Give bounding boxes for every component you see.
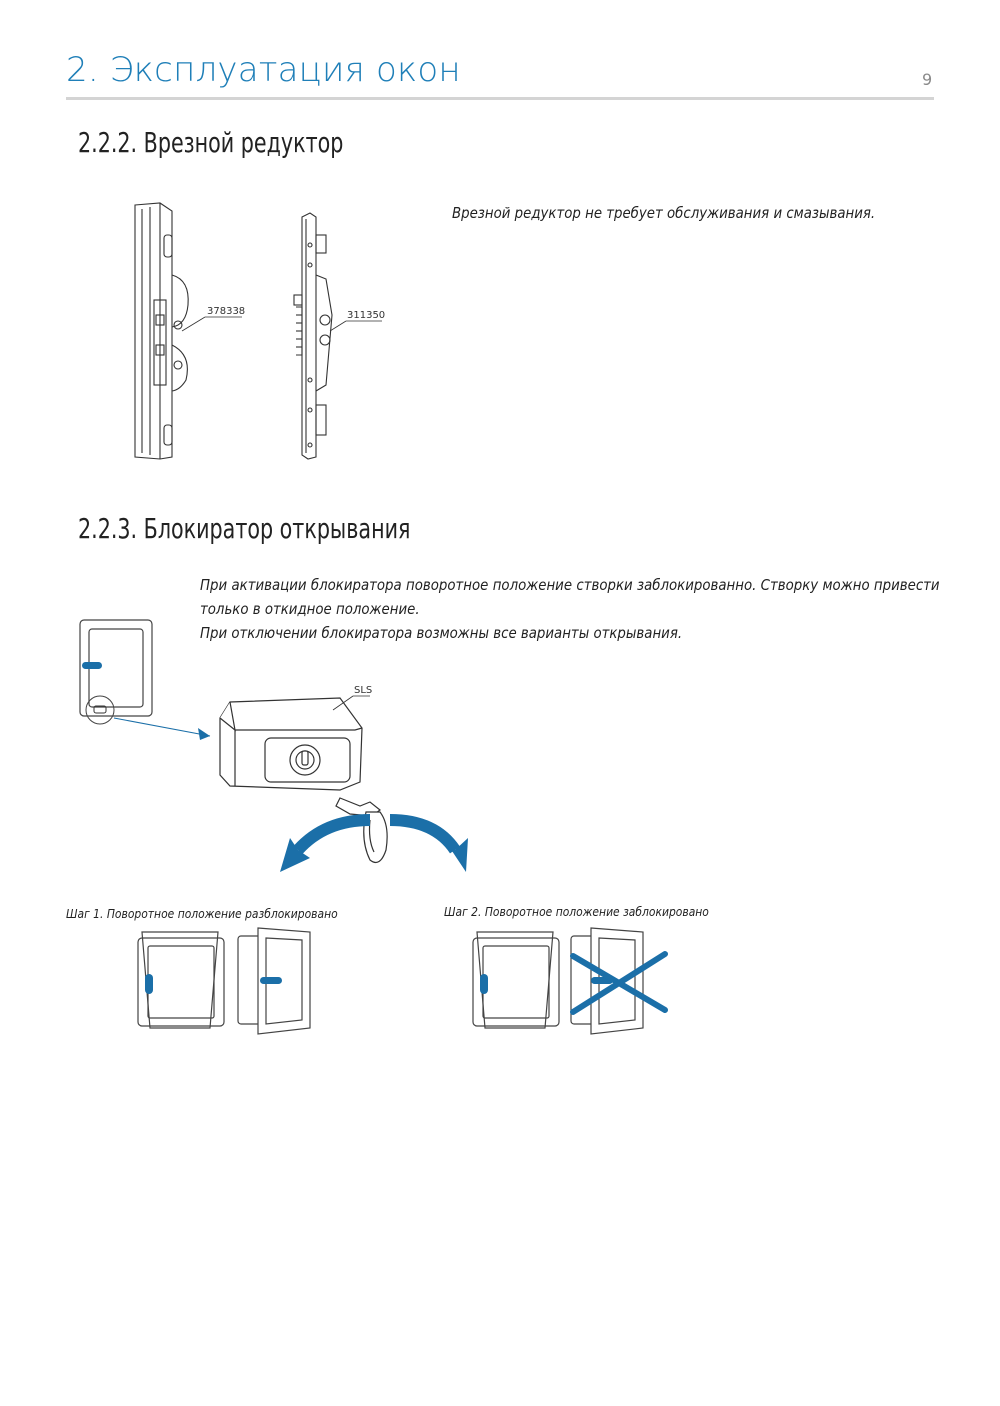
page-number: 9 bbox=[922, 70, 933, 89]
part-label-378338: 378338 bbox=[207, 306, 246, 317]
zoom-circle bbox=[86, 696, 114, 724]
step-2-illustration bbox=[465, 922, 675, 1040]
device-label-sls: SLS bbox=[354, 685, 373, 696]
key-icon bbox=[336, 798, 387, 862]
gear-drawing bbox=[120, 195, 400, 470]
blocker-paragraph-1: При активации блокиратора поворотное положение створки заблокированно. Створку можно привести только в откидное положение. bbox=[200, 576, 940, 618]
gear-profile-drawing bbox=[135, 203, 188, 459]
gear-description: Врезной редуктор не требует обслуживания и смазывания. bbox=[452, 204, 876, 222]
step-2-caption: Шаг 2. Поворотное положение заблокировано bbox=[444, 904, 709, 919]
header-rule bbox=[66, 97, 934, 100]
blocker-drawing bbox=[70, 610, 490, 880]
step-1-illustration bbox=[130, 922, 330, 1040]
section-title-gear: 2.2.2. Врезной редуктор bbox=[78, 126, 344, 159]
step-1-caption: Шаг 1. Поворотное положение разблокировано bbox=[66, 906, 338, 921]
gear-drive-drawing bbox=[294, 213, 332, 459]
rotate-right-arrow bbox=[390, 820, 455, 850]
part-label-311350: 311350 bbox=[347, 310, 386, 321]
blocker-paragraph-2: При отключении блокиратора возможны все варианты открывания. bbox=[200, 624, 683, 642]
sls-device-drawing bbox=[220, 698, 362, 790]
chapter-title: 2. Эксплуатация окон bbox=[66, 50, 461, 90]
rotate-left-arrow bbox=[298, 820, 370, 850]
section-title-blocker: 2.2.3. Блокиратор открывания bbox=[78, 512, 411, 545]
handle-icon bbox=[82, 662, 102, 669]
